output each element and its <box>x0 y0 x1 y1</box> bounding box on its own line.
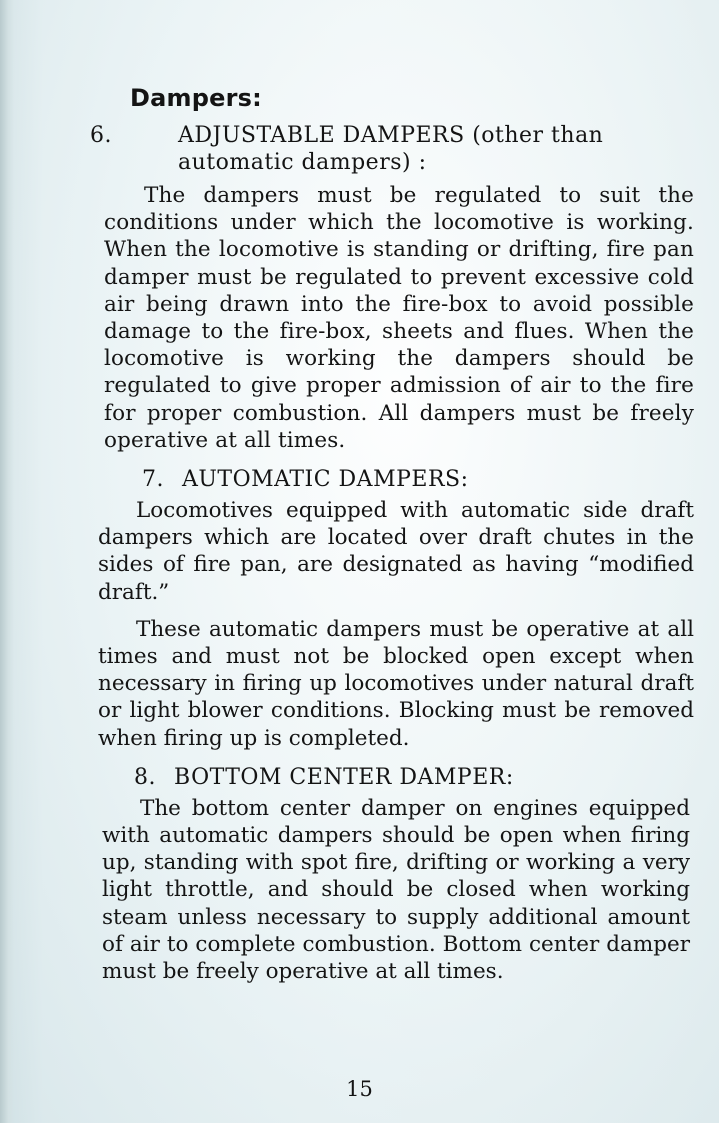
section-8-title <box>134 764 694 791</box>
page-heading: Dampers: <box>130 84 262 112</box>
section-8 <box>104 764 694 791</box>
section-8-number: 8. <box>134 764 156 790</box>
section-7-number: 7. <box>142 467 164 493</box>
page-content <box>90 84 694 997</box>
section-8-body <box>102 795 719 985</box>
section-6-number: 6. <box>90 123 112 148</box>
section-8-title-text: BOTTOM CENTER DAMPER: <box>174 764 514 790</box>
page-number: 15 <box>346 1077 373 1101</box>
page-binding-edge <box>0 0 14 1123</box>
section-6 <box>90 122 694 176</box>
section-7 <box>104 466 694 493</box>
section-6-body <box>104 182 694 454</box>
section-6-title <box>90 122 694 176</box>
section-8-paragraph-1: The bottom center damper on engines equipped with automatic dampers should be open when firing up, standing with spot fire, drifting or working a very light throttle, and should be closed when working steam unless necessary to supply additional amount of air to complete combustion. Bottom center damper must be freely operative at all times. <box>102 795 690 985</box>
section-6-title-text: ADJUSTABLE DAMPERS (other than automatic dampers) : <box>178 123 604 175</box>
section-7-body <box>98 497 694 752</box>
section-6-paragraph-1: The dampers must be regulated to suit the conditions under which the locomotive is working. When the locomotive is standing or drifting, fire pan damper must be regulated to prevent excessive cold air being drawn into the fire-box to avoid possible damage to the fire-box, sheets and flues. When the locomotive is working the dampers should be regulated to give proper admission of air to the fire for proper combustion. All dampers must be freely operative at all times. <box>104 183 694 453</box>
section-7-title <box>142 466 694 493</box>
section-7-paragraph-2: These automatic dampers must be operative at all times and must not be blocked open except when necessary in firing up locomotives under natural draft or light blower conditions. Blocking must be removed when firing up is completed. <box>98 616 694 751</box>
section-7-paragraph-1: Locomotives equipped with automatic side draft dampers which are located over draft chutes in the sides of fire pan, are designated as having “modified draft.” <box>98 498 694 605</box>
section-7-title-text: AUTOMATIC DAMPERS: <box>182 467 469 493</box>
